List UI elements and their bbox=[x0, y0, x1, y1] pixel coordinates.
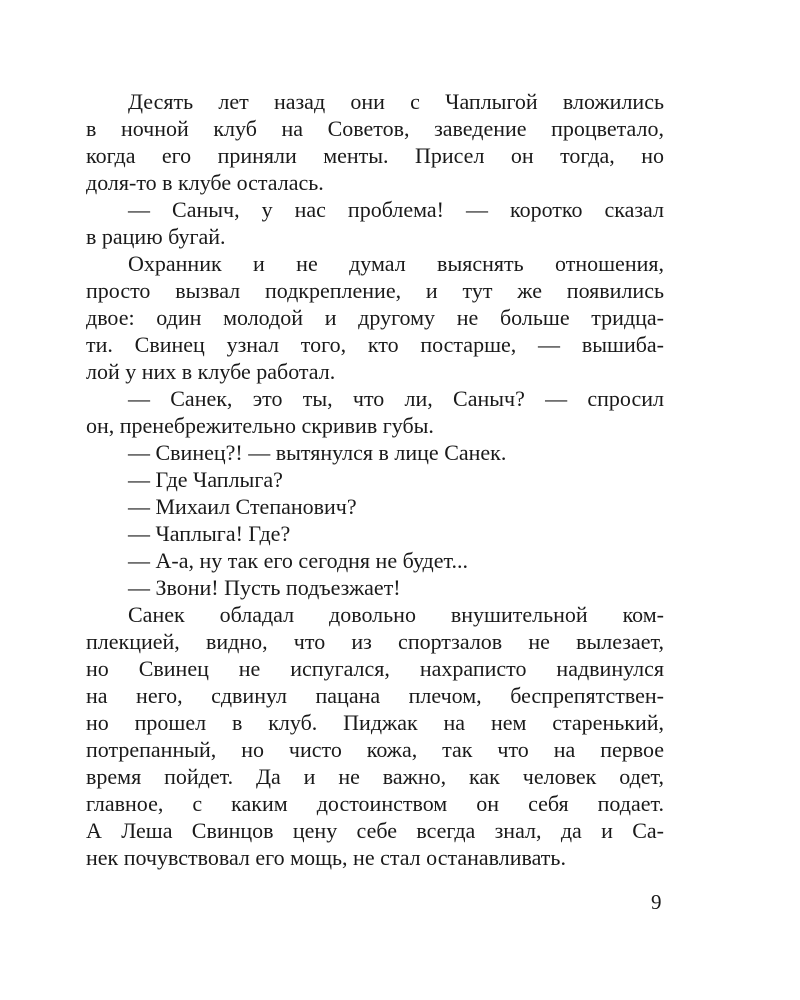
text-line: двое: один молодой и другому не больше тридца- bbox=[86, 305, 664, 330]
text-line: — Чаплыга! Где? bbox=[128, 521, 291, 546]
text-line: лой у них в клубе работал. bbox=[86, 359, 336, 384]
text-line: но прошел в клуб. Пиджак на нем старенький, bbox=[86, 710, 664, 735]
page-number: 9 bbox=[651, 890, 662, 914]
text-line: в рацию бугай. bbox=[86, 224, 226, 249]
text-line: нек почувствовал его мощь, не стал останавливать. bbox=[86, 845, 566, 870]
text-line: но Свинец не испугался, нахраписто надвинулся bbox=[86, 656, 664, 681]
text-line: Десять лет назад они с Чаплыгой вложились bbox=[128, 89, 664, 114]
text-line: время пойдет. Да и не важно, как человек одет, bbox=[86, 764, 664, 789]
text-line: просто вызвал подкрепление, и тут же появились bbox=[86, 278, 664, 303]
text-line: он, пренебрежительно скривив губы. bbox=[86, 413, 434, 438]
text-line: плекцией, видно, что из спортзалов не вылезает, bbox=[86, 629, 664, 654]
text-line: — Звони! Пусть подъезжает! bbox=[128, 575, 401, 600]
text-line: — Санек, это ты, что ли, Саныч? — спросил bbox=[128, 386, 664, 411]
text-line: на него, сдвинул пацана плечом, беспрепятствен- bbox=[86, 683, 664, 708]
text-line: доля-то в клубе осталась. bbox=[86, 170, 324, 195]
text-line: Санек обладал довольно внушительной ком- bbox=[128, 602, 664, 627]
text-line: — Саныч, у нас проблема! — коротко сказал bbox=[128, 197, 664, 222]
text-line: — Свинец?! — вытянулся в лице Санек. bbox=[128, 440, 507, 465]
text-line: когда его приняли менты. Присел он тогда, но bbox=[86, 143, 664, 168]
page-text bbox=[86, 88, 664, 871]
text-line: Охранник и не думал выяснять отношения, bbox=[128, 251, 664, 276]
text-line: — А-а, ну так его сегодня не будет... bbox=[128, 548, 468, 573]
text-line: в ночной клуб на Советов, заведение процветало, bbox=[86, 116, 664, 141]
text-line: А Леша Свинцов цену себе всегда знал, да и Са- bbox=[86, 818, 664, 843]
text-line: потрепанный, но чисто кожа, так что на первое bbox=[86, 737, 664, 762]
text-line: главное, с каким достоинством он себя подает. bbox=[86, 791, 664, 816]
text-line: — Где Чаплыга? bbox=[128, 467, 283, 492]
text-line: ти. Свинец узнал того, кто постарше, — вышиба- bbox=[86, 332, 664, 357]
text-line: — Михаил Степанович? bbox=[128, 494, 357, 519]
